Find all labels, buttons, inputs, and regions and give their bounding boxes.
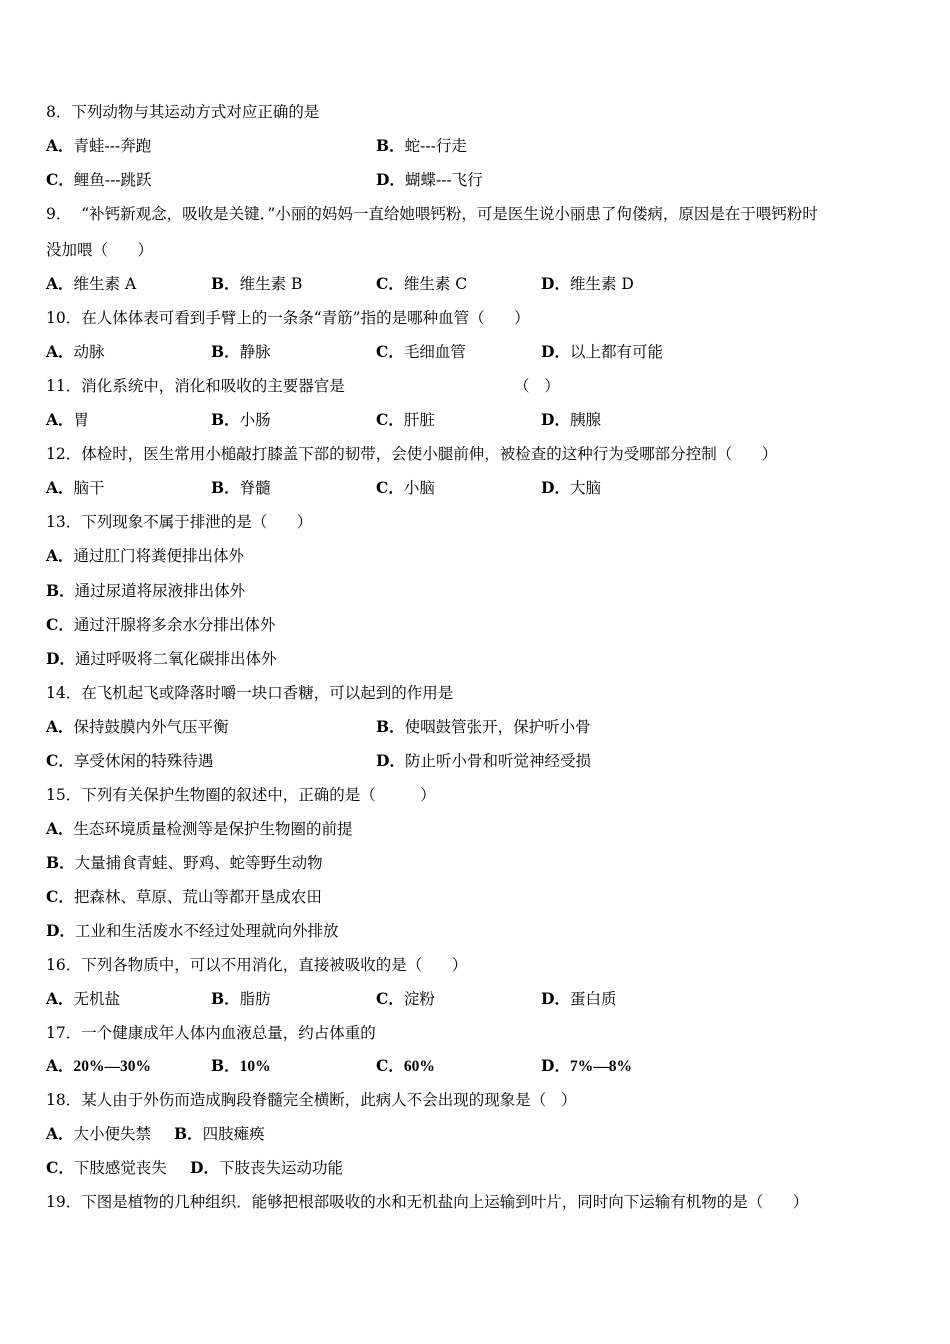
q17-option-d: [541, 1056, 632, 1077]
option-label: C．: [46, 615, 74, 634]
q14-option-b: [376, 717, 591, 737]
q11-option-c: [376, 410, 435, 430]
option-text: 脂肪: [239, 990, 271, 1008]
q12-option-d: [541, 478, 601, 498]
q15-option-c: [46, 887, 322, 907]
q14-option-d: [376, 751, 591, 771]
q13-option-d: [46, 649, 276, 669]
option-text: 动脉: [73, 343, 105, 361]
q12-option-c: [376, 478, 435, 498]
option-label: A．: [46, 546, 74, 565]
q18-option-c: [46, 1158, 167, 1178]
option-text: 无机盐: [73, 990, 121, 1008]
option-text: 60%: [403, 1058, 435, 1075]
option-label: D．: [541, 342, 570, 361]
q11-stem: 11．消化系统中，消化和吸收的主要器官是: [46, 377, 345, 395]
q17-option-b: [211, 1056, 271, 1077]
option-label: C．: [46, 170, 74, 189]
option-label: C．: [376, 989, 404, 1008]
q10-option-d: [541, 342, 663, 362]
option-text: 生态环境质量检测等是保护生物圈的前提: [73, 820, 353, 838]
option-label: B．: [211, 989, 240, 1008]
option-text: 小脑: [403, 479, 435, 497]
q8-option-d: [376, 170, 483, 190]
option-text: 静脉: [239, 343, 271, 361]
option-text: 使咽鼓管张开，保护听小骨: [404, 718, 591, 736]
option-label: D．: [376, 751, 405, 770]
q18-option-b: [174, 1124, 265, 1144]
option-text: 蛋白质: [569, 990, 617, 1008]
q15-option-b: [46, 853, 323, 873]
q9-option-b: [211, 274, 302, 294]
option-label: B．: [46, 581, 75, 600]
option-label: C．: [376, 478, 404, 497]
option-text: 四肢瘫痪: [202, 1125, 265, 1143]
option-text: 大小便失禁: [73, 1125, 152, 1143]
q16-option-b: [211, 989, 271, 1009]
option-label: D．: [46, 921, 75, 940]
option-text: 通过汗腺将多余水分排出体外: [73, 616, 276, 634]
option-text: 通过呼吸将二氧化碳排出体外: [74, 650, 277, 668]
option-text: 下肢感觉丧失: [73, 1159, 167, 1177]
q12-stem: 12．体检时，医生常用小槌敲打膝盖下部的韧带，会使小腿前伸，被检查的这种行为受哪部分控制（ ）: [46, 445, 778, 463]
option-text: 脑干: [73, 479, 105, 497]
option-label: A．: [46, 136, 74, 155]
option-label: D．: [541, 274, 570, 293]
option-text: 工业和生活废水不经过处理就向外排放: [74, 922, 339, 940]
q15-option-a: [46, 819, 353, 839]
option-text: 蛇---行走: [404, 137, 467, 155]
q17-option-c: [376, 1056, 435, 1077]
option-label: A．: [46, 819, 74, 838]
option-text: 享受休闲的特殊待遇: [73, 752, 214, 770]
option-label: C．: [376, 410, 404, 429]
option-label: B．: [211, 274, 240, 293]
q12-option-a: [46, 478, 105, 498]
q16-option-a: [46, 989, 120, 1009]
option-label: D．: [46, 649, 75, 668]
q13-stem: 13．下列现象不属于排泄的是（ ）: [46, 513, 313, 531]
q9-option-c: [376, 274, 467, 294]
option-label: C．: [376, 274, 404, 293]
q19-stem: 19．下图是植物的几种组织．能够把根部吸收的水和无机盐向上运输到叶片，同时向下运输有机物的是（ ）: [46, 1193, 809, 1211]
option-text: 防止听小骨和听觉神经受损: [404, 752, 591, 770]
option-text: 青蛙---奔跑: [73, 137, 152, 155]
q11-option-b: [211, 410, 271, 430]
option-text: 蝴蝶---飞行: [404, 171, 483, 189]
option-text: 肝脏: [403, 411, 435, 429]
q10-option-b: [211, 342, 271, 362]
option-label: C．: [376, 1056, 404, 1075]
option-label: B．: [46, 853, 75, 872]
option-text: 鲤鱼---跳跃: [73, 171, 152, 189]
q8-stem: 8．下列动物与其运动方式对应正确的是: [46, 103, 320, 121]
q17-option-a: [46, 1056, 151, 1077]
q11-option-a: [46, 410, 89, 430]
option-text: 大脑: [569, 479, 601, 497]
option-label: D．: [541, 989, 570, 1008]
option-text: 小肠: [239, 411, 271, 429]
option-label: A．: [46, 274, 74, 293]
option-label: B．: [376, 717, 405, 736]
q11-option-d: [541, 410, 601, 430]
option-label: D．: [541, 478, 570, 497]
q10-option-a: [46, 342, 105, 362]
option-label: A．: [46, 342, 74, 361]
option-text: 20%—30%: [73, 1058, 152, 1075]
option-label: C．: [46, 751, 74, 770]
q13-option-c: [46, 615, 275, 635]
q14-option-a: [46, 717, 229, 737]
option-text: 维生素 D: [569, 275, 634, 293]
q15-stem: 15．下列有关保护生物圈的叙述中，正确的是（ ）: [46, 786, 436, 804]
option-label: A．: [46, 478, 74, 497]
option-text: 淀粉: [403, 990, 435, 1008]
q13-option-b: [46, 581, 245, 601]
option-label: A．: [46, 1124, 74, 1143]
option-text: 胰腺: [569, 411, 601, 429]
option-text: 以上都有可能: [569, 343, 663, 361]
option-label: B．: [211, 1056, 240, 1075]
q9-stem-line2: 没加喂（ ）: [46, 241, 154, 259]
option-text: 维生素 B: [239, 275, 303, 293]
option-label: A．: [46, 410, 74, 429]
q8-option-c: [46, 170, 152, 190]
q8-option-b: [376, 136, 467, 156]
option-text: 毛细血管: [403, 343, 466, 361]
q9-option-d: [541, 274, 634, 294]
option-text: 把森林、草原、荒山等都开垦成农田: [73, 888, 322, 906]
option-text: 通过尿道将尿液排出体外: [74, 582, 246, 600]
option-label: B．: [376, 136, 405, 155]
q9-option-a: [46, 274, 136, 294]
option-text: 通过肛门将粪便排出体外: [73, 547, 245, 565]
option-label: A．: [46, 989, 74, 1008]
q9-stem-line1: 9． “补钙新观念，吸收是关键．”小丽的妈妈一直给她喂钙粉，可是医生说小丽患了佝偻病，原因是在于喂钙粉时: [46, 205, 818, 223]
q10-stem: 10．在人体体表可看到手臂上的一条条“青筋”指的是哪种血管（ ）: [46, 309, 530, 327]
q8-option-a: [46, 136, 151, 156]
option-text: 大量捕食青蛙、野鸡、蛇等野生动物: [74, 854, 323, 872]
q16-option-d: [541, 989, 616, 1009]
option-label: D．: [376, 170, 405, 189]
option-text: 维生素 A: [73, 275, 137, 293]
option-text: 7%—8%: [569, 1058, 632, 1075]
q12-option-b: [211, 478, 271, 498]
option-label: D．: [190, 1158, 219, 1177]
q15-option-d: [46, 921, 338, 941]
option-text: 维生素 C: [403, 275, 468, 293]
q14-stem: 14．在飞机起飞或降落时嚼一块口香糖，可以起到的作用是: [46, 684, 454, 702]
q16-option-c: [376, 989, 435, 1009]
option-label: B．: [211, 478, 240, 497]
option-text: 10%: [239, 1058, 271, 1075]
q16-stem: 16．下列各物质中，可以不用消化，直接被吸收的是（ ）: [46, 956, 468, 974]
option-label: A．: [46, 1056, 74, 1075]
q14-option-c: [46, 751, 213, 771]
q18-stem: 18．某人由于外伤而造成胸段脊髓完全横断，此病人不会出现的现象是（ ）: [46, 1091, 577, 1109]
q17-stem: 17．一个健康成年人体内血液总量，约占体重的: [46, 1024, 376, 1042]
option-label: D．: [541, 1056, 570, 1075]
option-label: A．: [46, 717, 74, 736]
option-label: D．: [541, 410, 570, 429]
option-text: 脊髓: [239, 479, 271, 497]
option-label: B．: [211, 342, 240, 361]
option-label: C．: [46, 887, 74, 906]
q13-option-a: [46, 546, 244, 566]
q11-blank: （ ）: [514, 377, 560, 395]
option-text: 胃: [73, 411, 90, 429]
q10-option-c: [376, 342, 466, 362]
option-label: B．: [174, 1124, 203, 1143]
option-label: B．: [211, 410, 240, 429]
q18-option-d: [190, 1158, 343, 1178]
option-text: 保持鼓膜内外气压平衡: [73, 718, 229, 736]
q18-option-a: [46, 1124, 151, 1144]
option-label: C．: [376, 342, 404, 361]
option-text: 下肢丧失运动功能: [218, 1159, 343, 1177]
option-label: C．: [46, 1158, 74, 1177]
